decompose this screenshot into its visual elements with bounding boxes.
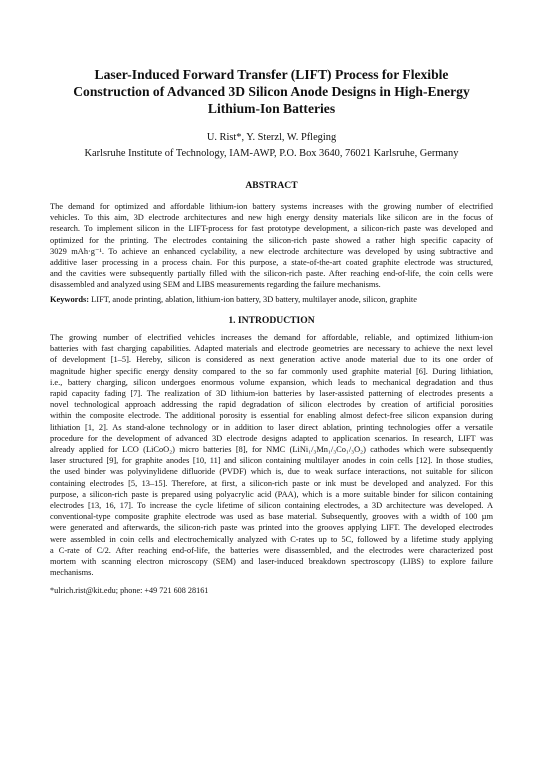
author-list: U. Rist*, Y. Sterzl, W. Pfleging: [206, 132, 337, 143]
introduction-heading: 1. INTRODUCTION: [228, 315, 315, 326]
keywords: [50, 294, 493, 305]
abstract-line: research. To implement silicon in the LIFT-process for fast prototype development, a silicon-rich paste was developed and: [50, 224, 493, 234]
abstract-line: The demand for optimized and affordable lithium-ion battery systems increases with the growing number of electrified: [50, 202, 493, 211]
title-line: Construction of Advanced 3D Silicon Anode Designs in High-Energy: [73, 84, 470, 99]
intro-line: mortem with scanning electron microscopy (SEM) and laser-induced breakdown spectroscopy (LIBS) to explore failure: [50, 557, 493, 567]
abstract-line: optimized for the printing. The electrodes containing the silicon-rich paste showed a rather high specific capacity of: [50, 235, 493, 245]
intro-line: procedure for the development of advanced 3D electrode designs adapted to application scenarios. In research, LIFT was: [50, 433, 493, 443]
intro-line: the used binder was polyvinylidene difluoride (PVDF) which is, due to weak surface interactions, not suitable for silicon: [50, 467, 493, 477]
intro-line: batteries with fast charging capabilities. Adapted materials and electrode geometries are necessary to achieve the next level: [50, 344, 493, 354]
abstract-line: and the cavities were subsequently partially filled with the silicon-rich paste. After reaching end-of-life, the coin cells were: [50, 269, 493, 279]
introduction-body: [50, 332, 493, 578]
abstract-body: [50, 201, 493, 291]
intro-line: lithiation [1, 2]. As stand-alone technology or in addition to laser direct ablation, printing technologies offer a versatile: [50, 422, 493, 432]
intro-line: already applied for LCO (LiCoO₂) micro batteries [8], for NMC (LiNi₁/₃Mn₁/₃Co₁/₃O₂) cathodes which were subsequently: [50, 445, 493, 455]
intro-line: The growing number of electrified vehicles increases the demand for affordable, reliable, and optimized lithium-ion: [50, 333, 493, 342]
keywords-label: Keywords:: [50, 295, 90, 304]
intro-line: mechanisms.: [50, 568, 94, 578]
abstract-heading: ABSTRACT: [245, 180, 298, 191]
intro-line: of development [1–5]. Hereby, silicon is considered as next generation active anode material due to its one order of: [50, 355, 493, 365]
intro-line: novel technological approach addressing the rapid degradation of silicon electrodes by creation of artificial porosities: [50, 400, 493, 410]
intro-line: were assembled in coin cells and electrochemically analyzed with C-rates up to 5C, followed by a lifetime study applying: [50, 534, 493, 544]
paper-title: [40, 66, 503, 117]
title-line: Lithium-Ion Batteries: [207, 101, 336, 116]
intro-line: laser structured [9], for graphite anodes [10, 11] and silicon containing multilayer anodes in coin cells [12]. In those studies,: [50, 456, 493, 466]
affiliation: Karlsruhe Institute of Technology, IAM-AWP, P.O. Box 3640, 76021 Karlsruhe, Germany: [84, 148, 459, 159]
abstract-line: additive laser processing in a process chain. For this purpose, a state-of-the-art coated graphite electrode was structured,: [50, 258, 493, 268]
intro-line: magnitude higher specific energy density compared to the so far commonly used graphite material [6]. During lithiation,: [50, 366, 493, 376]
abstract-line: 3029 mAh·g⁻¹. To achieve an enhanced cyclability, a new electrode architecture was developed by using subtractive and: [50, 246, 493, 256]
intro-line: purpose, a silicon-rich paste is prepared using polyacrylic acid (PAA), which is a more suitable binder for silicon containing: [50, 489, 493, 499]
intro-line: containing electrodes [5, 13–15]. Therefore, at first, a silicon-rich paste or ink must be developed and analyzed. For this: [50, 478, 493, 488]
abstract-line: vehicles. To this aim, 3D electrode architectures and new high energy density materials like silicon are in the focus of: [50, 213, 493, 223]
intro-line: conventional-type composite graphite electrode was used as base material. Subsequently, grooves with a width of 100 µm: [50, 512, 493, 522]
intro-line: rapid capacity fading [7]. The realization of 3D lithium-ion batteries by laser-assisted patterning of electrodes presents a: [50, 389, 493, 399]
title-line: Laser-Induced Forward Transfer (LIFT) Process for Flexible: [94, 67, 449, 82]
author-footnote: *ulrich.rist@kit.edu; phone: +49 721 608 28161: [50, 586, 209, 595]
intro-line: i.e., battery charging, silicon undergoes enormous volume expansion, which leads to mechanical degradation and thus: [50, 377, 493, 387]
keywords-text: LIFT, anode printing, ablation, lithium-ion battery, 3D battery, multilayer anode, silicon, graphite: [89, 295, 417, 304]
intro-line: a C-rate of C/2. After reaching end-of-life, the batteries were disassembled, and the electrodes were characterized post: [50, 545, 493, 555]
intro-line: within the composite electrode. The additional porosity is essential for enabling almost defect-free silicon expansion during: [50, 411, 493, 421]
intro-line: electrodes [13, 16, 17]. To increase the cycle lifetime of silicon containing electrodes, a 3D architecture was developed. A: [50, 501, 493, 511]
abstract-line: disassembled and analyzed using SEM and LIBS measurements regarding the failure mechanisms.: [50, 280, 381, 290]
intro-line: were generated and afterwards, the silicon-rich paste was printed into the grooves applying LIFT. The developed electrodes: [50, 523, 493, 533]
